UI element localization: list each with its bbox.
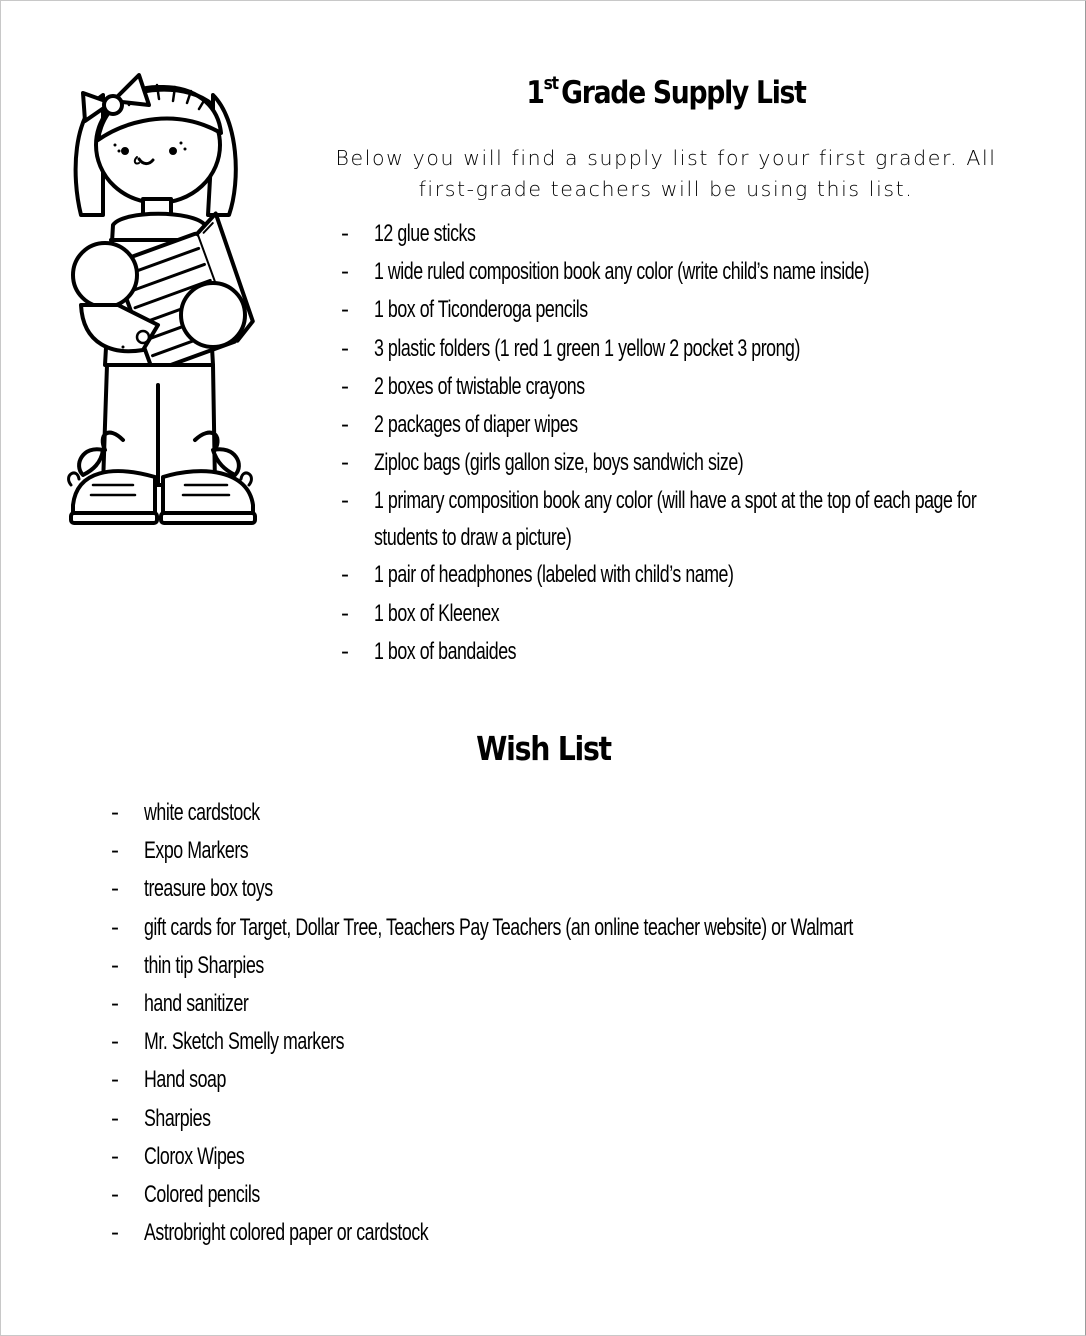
wish-item xyxy=(111,1023,1071,1061)
list-dash: - xyxy=(341,334,349,362)
supply-item xyxy=(341,482,1014,556)
supply-item-text: 1 primary composition book any color (will have a spot at the top of each page for students to draw a picture) xyxy=(374,487,977,552)
list-dash: - xyxy=(111,1219,119,1247)
wish-item-text: treasure box toys xyxy=(144,875,273,903)
supply-item-text: 2 boxes of twistable crayons xyxy=(374,372,585,400)
wish-item-text: Mr. Sketch Smelly markers xyxy=(144,1028,345,1056)
list-dash: - xyxy=(111,875,119,903)
wish-item xyxy=(111,1214,1071,1252)
list-dash: - xyxy=(111,913,119,941)
supply-item xyxy=(341,444,1041,482)
supply-item-text: 1 box of Ticonderoga pencils xyxy=(374,296,588,324)
wish-item-text: white cardstock xyxy=(144,799,260,826)
wish-item xyxy=(111,1100,1071,1138)
list-dash: - xyxy=(341,411,349,439)
supply-item xyxy=(341,595,1041,633)
wish-item-text: Expo Markers xyxy=(144,837,249,865)
list-dash: - xyxy=(111,1181,119,1209)
supply-item xyxy=(341,330,1041,368)
supply-item-text: 1 box of bandaides xyxy=(374,637,517,665)
intro-paragraph xyxy=(331,143,1001,205)
list-dash: - xyxy=(341,487,349,515)
list-dash: - xyxy=(111,1142,119,1170)
list-dash: - xyxy=(341,449,349,477)
supply-item-text: 12 glue sticks xyxy=(374,220,476,247)
wish-item-text: Clorox Wipes xyxy=(144,1142,245,1170)
supply-item-text: 1 wide ruled composition book any color (write child’s name inside) xyxy=(374,258,870,286)
list-dash: - xyxy=(341,372,349,400)
title-ordinal-suffix: st xyxy=(543,73,558,94)
supply-item-text: 1 pair of headphones (labeled with child’s name) xyxy=(374,561,734,589)
list-dash: - xyxy=(111,799,119,826)
wish-item-text: Colored pencils xyxy=(144,1181,260,1209)
supply-item xyxy=(341,633,1041,671)
wish-item-text: gift cards for Target, Dollar Tree, Teachers Pay Teachers (an online teacher website) or Walmart xyxy=(144,913,853,941)
wish-item-text: thin tip Sharpies xyxy=(144,951,264,979)
supply-item-text: Ziploc bags (girls gallon size, boys sandwich size) xyxy=(374,449,744,477)
wish-list xyxy=(111,794,1071,1252)
supply-item xyxy=(341,291,1041,329)
wish-item xyxy=(111,947,1071,985)
list-dash: - xyxy=(111,990,119,1018)
list-dash: - xyxy=(341,296,349,324)
wish-item xyxy=(111,909,1071,947)
wish-item-text: Astrobright colored paper or cardstock xyxy=(144,1219,429,1247)
supply-list xyxy=(341,215,1041,671)
list-dash: - xyxy=(111,951,119,979)
list-dash: - xyxy=(111,1066,119,1094)
intro-line-1: Below you will find a supply list for your first grader. All xyxy=(335,146,997,170)
wish-item xyxy=(111,1138,1071,1176)
wish-list-title: Wish List xyxy=(476,729,611,768)
intro-line-2: first-grade teachers will be using this list. xyxy=(418,177,914,201)
title-text: Grade Supply List xyxy=(561,75,806,111)
list-dash: - xyxy=(341,220,349,247)
list-dash: - xyxy=(111,1104,119,1132)
title-grade-number: 1 xyxy=(526,75,544,111)
wish-item-text: Hand soap xyxy=(144,1066,226,1094)
supply-item-text: 2 packages of diaper wipes xyxy=(374,411,578,439)
supply-list-title xyxy=(387,75,946,111)
wish-item-text: hand sanitizer xyxy=(144,990,249,1018)
wish-item xyxy=(111,1061,1071,1099)
list-dash: - xyxy=(341,637,349,665)
girl-with-books-illustration xyxy=(63,65,263,531)
supply-item xyxy=(341,253,1041,291)
wish-item xyxy=(111,832,1071,870)
list-dash: - xyxy=(341,258,349,286)
list-dash: - xyxy=(341,599,349,627)
wish-item-text: Sharpies xyxy=(144,1104,211,1132)
list-dash: - xyxy=(341,561,349,589)
supply-item xyxy=(341,215,1041,253)
supply-item xyxy=(341,556,1041,594)
wish-item xyxy=(111,1176,1071,1214)
wish-item xyxy=(111,985,1071,1023)
wish-item xyxy=(111,794,1071,832)
supply-item xyxy=(341,368,1041,406)
list-dash: - xyxy=(111,837,119,865)
supply-item-text: 1 box of Kleenex xyxy=(374,599,500,627)
supply-item xyxy=(341,406,1041,444)
wish-item xyxy=(111,870,1071,908)
supply-item-text: 3 plastic folders (1 red 1 green 1 yellow 2 pocket 3 prong) xyxy=(374,334,800,362)
list-dash: - xyxy=(111,1028,119,1056)
